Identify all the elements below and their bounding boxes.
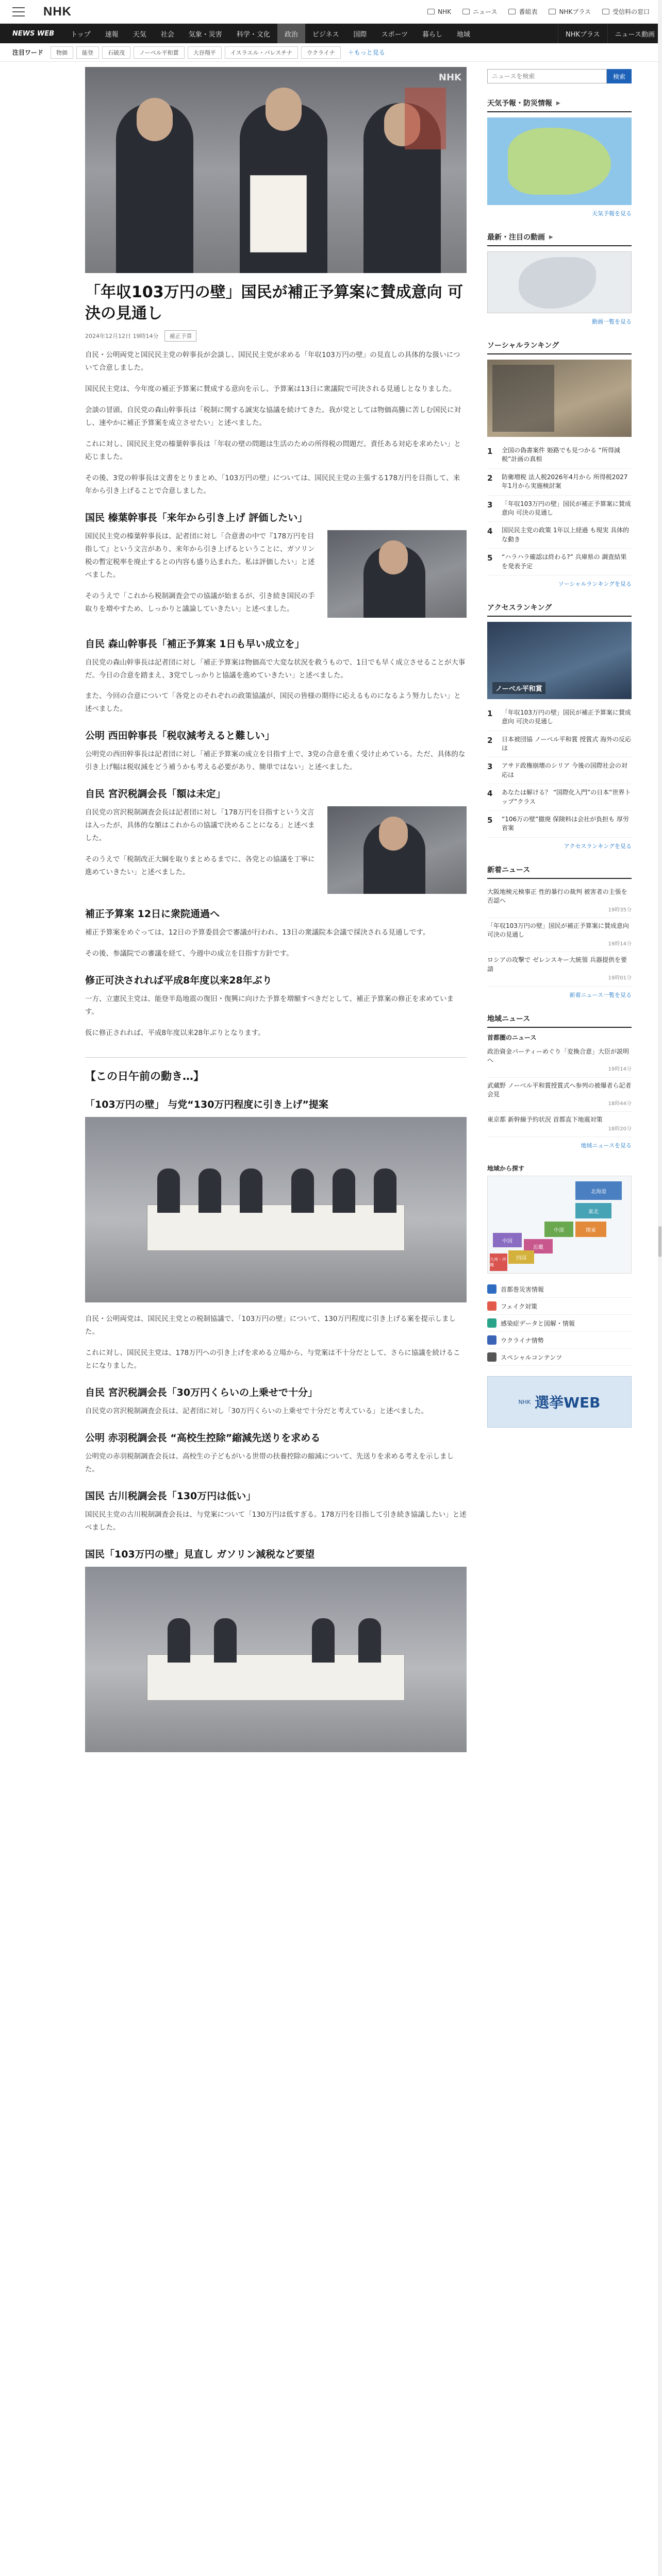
- feature-item[interactable]: [487, 1315, 632, 1332]
- news-text: 東京都 新幹線予約状況 首都直下地震対策: [487, 1116, 603, 1124]
- weather-link[interactable]: 天気予報を見る: [592, 210, 632, 217]
- rank-number: 2: [487, 735, 493, 745]
- region-shikoku[interactable]: 四国: [508, 1250, 534, 1264]
- nav-item-disaster[interactable]: 気象・災害: [188, 30, 222, 39]
- main-nav: [0, 24, 662, 43]
- keyword-item[interactable]: ノーベル平和賞: [134, 46, 185, 59]
- photo-document: [250, 175, 307, 252]
- nav-item-breaking[interactable]: 速報: [105, 30, 119, 39]
- regional-news-heading: [487, 1013, 632, 1028]
- video-link[interactable]: 動画一覧を見る: [592, 318, 632, 325]
- archive-section-heading: 公明 赤羽税調会長 “高校生控除”縮減先送りを求める: [85, 1432, 321, 1444]
- archive-section-heading: 自民 宮沢税調会長「30万円くらいの上乗せで十分」: [85, 1387, 318, 1399]
- rank-number: 5: [487, 553, 493, 563]
- nav-item-science[interactable]: 科学・文化: [236, 30, 270, 39]
- ranking-text: 全国の偽書案件 姫路でも見つかる “所得減税”計画の真相: [502, 447, 620, 463]
- keyword-item[interactable]: 能登: [76, 46, 99, 59]
- region-chugoku[interactable]: 中国: [493, 1233, 522, 1247]
- lead-paragraph: 国民民主党は、今年度の補正予算案に賛成する意向を示し、予算案は13日に衆議院で可決される見通しとなりました。: [85, 384, 456, 393]
- disaster-icon: [487, 1284, 496, 1294]
- rank-number: 4: [487, 789, 493, 799]
- ranking-item[interactable]: [487, 757, 632, 784]
- social-ranking-list: [487, 442, 632, 575]
- access-ranking-heading-text: アクセスランキング: [487, 603, 552, 612]
- top-link-fee[interactable]: 受信料の窓口: [602, 7, 650, 16]
- banner-big-text: 選挙WEB: [535, 1394, 601, 1412]
- photo-head: [379, 817, 408, 851]
- section-paragraph: 一方、立憲民主党は、能登半島地震の復旧・復興に向けた予算を増額すべきだとして、補正予算案の修正を求めています。: [85, 995, 454, 1016]
- news-icon: [462, 9, 470, 14]
- site-logo[interactable]: NHK: [43, 4, 72, 19]
- ranking-item[interactable]: [487, 731, 632, 758]
- news-item[interactable]: [487, 884, 632, 918]
- search-bar: [487, 69, 632, 83]
- fake-check-icon: [487, 1301, 496, 1311]
- nav-item-society[interactable]: 社会: [160, 30, 174, 39]
- section-heading: 自民 宮沢税調会長「額は未定」: [85, 788, 226, 800]
- news-time: 19時35分: [608, 907, 632, 913]
- social-ranking-heading: [487, 340, 632, 354]
- access-ranking-heading: [487, 602, 632, 617]
- section-photo: [327, 806, 467, 894]
- banner-small-text: NHK: [518, 1398, 531, 1405]
- keyword-item[interactable]: 大谷翔平: [188, 46, 222, 59]
- nav-item-life[interactable]: 暮らし: [422, 30, 442, 39]
- regional-subheading: 首都圏のニュース: [487, 1033, 537, 1041]
- map-land: [519, 257, 596, 309]
- news-item[interactable]: [487, 952, 632, 986]
- news-time: 18時44分: [608, 1100, 632, 1107]
- photo-person: [312, 1618, 335, 1663]
- page-scrollbar[interactable]: [658, 0, 662, 2576]
- photo-caption: ノーベル平和賞: [492, 682, 545, 694]
- news-text: 政治資金パーティーめぐり「変換合意」大臣が説明へ: [487, 1047, 630, 1064]
- lead-paragraph: 自民・公明両党と国民民主党の幹事長が会談し、国民民主党が求める「年収103万円の壁」の見直しの具体的な扱いについて合意しました。: [85, 351, 460, 372]
- search-button[interactable]: 検索: [607, 69, 632, 83]
- section-paragraph: その後、参議院での審議を経て、今週中の成立を目指す方針です。: [85, 950, 293, 958]
- page-body: [0, 62, 662, 1762]
- archive-section-heading: 「103万円の壁」 与党“130万円程度に引き上げ”提案: [85, 1099, 328, 1111]
- news-item[interactable]: [487, 1112, 632, 1137]
- nav-item-video[interactable]: ニュース動画: [607, 24, 662, 43]
- region-map-title: 地域から探す: [487, 1165, 525, 1173]
- archive-section-heading: 国民「103万円の壁」見直し ガソリン減税など要望: [85, 1548, 315, 1560]
- section-body: [85, 530, 467, 624]
- photo-person: [214, 1618, 237, 1663]
- sidebar: [487, 62, 632, 1762]
- rank-number: 1: [487, 447, 493, 456]
- section-heading: 国民 榛葉幹事長「来年から引き上げ 評価したい」: [85, 512, 308, 523]
- ranking-text: 国民民主党の政策 1年以上経過 も現実 具体的な動き: [502, 527, 630, 543]
- news-time: 19時01分: [608, 975, 632, 981]
- photo-table: [147, 1205, 405, 1251]
- divider: [85, 1057, 467, 1058]
- rank-number: 3: [487, 762, 493, 772]
- rank-number: 1: [487, 708, 493, 718]
- news-item[interactable]: [487, 918, 632, 952]
- feature-text: ウクライナ情勢: [501, 1336, 544, 1344]
- news-text: 大阪地検元検事正 性的暴行の裁判 被害者の主張を否認へ: [487, 888, 627, 905]
- rank-number: 3: [487, 500, 493, 510]
- photo-person: [291, 1168, 314, 1213]
- latest-news-heading: [487, 865, 632, 879]
- infection-icon: [487, 1318, 496, 1328]
- access-ranking-list: [487, 704, 632, 838]
- photo-head: [137, 98, 173, 141]
- ranking-text: “ハラハラ確認は終わる?” 兵庫県の 調査結果を発表予定: [502, 553, 627, 570]
- article-meta: [85, 330, 467, 342]
- archive-paragraph: 自民・公明両党は、国民民主党との税制協議で、「103万円の壁」について、130万円程度に引き上げる案を提示しました。: [85, 1315, 456, 1336]
- election-banner[interactable]: [487, 1376, 632, 1428]
- feature-item[interactable]: [487, 1298, 632, 1315]
- keyword-item[interactable]: ウクライナ: [301, 46, 341, 59]
- nav-item-top[interactable]: トップ: [71, 30, 91, 39]
- photo-person: [333, 1168, 355, 1213]
- program-icon: [508, 9, 516, 14]
- map-land: [508, 128, 611, 195]
- archive-paragraph: これに対し、国民民主党は、178万円への引き上げを求める立場から、与党案は不十分だとして、さらに協議を続けることになりました。: [85, 1349, 460, 1370]
- ranking-item[interactable]: [487, 549, 632, 575]
- feature-item[interactable]: [487, 1349, 632, 1366]
- lead-paragraph: その後、3党の幹事長は文書をとりまとめ、「103万円の壁」については、国民民主党の主張する178万円を目指して、来年から引き上げることで合意しました。: [85, 473, 460, 495]
- section-paragraph: 公明党の西田幹事長は記者団に対し「補正予算案の成立を目指す上で、3党の合意を重く受け止めている。ただ、具体的な引き上げ幅は税収減をどう補うかも考える必要があり、簡単ではない」と述べました。: [85, 750, 466, 772]
- section-heading: 自民 森山幹事長「補正予算案 1日も早い成立を」: [85, 638, 305, 650]
- article-column: [85, 62, 467, 1762]
- regional-news-heading-text: 地域ニュース: [487, 1014, 531, 1023]
- region-hokkaido[interactable]: 北海道: [575, 1181, 622, 1200]
- chevron-right-icon: ▶: [549, 234, 553, 240]
- special-icon: [487, 1352, 496, 1362]
- region-kanto[interactable]: 関東: [575, 1222, 606, 1237]
- section-photo: [327, 530, 467, 618]
- article-title: 「年収103万円の壁」国民が補正予算案に賛成意向 可決の見通し: [85, 283, 464, 323]
- menu-icon[interactable]: [12, 7, 25, 16]
- latest-news-link[interactable]: 新着ニュース一覧を見る: [569, 991, 632, 998]
- ranking-item[interactable]: [487, 496, 632, 522]
- section-paragraph: また、今回の合意について「各党とのそれぞれの政策協議が、国民の皆様の期待に応えるものになるよう努力したい」と述べました。: [85, 692, 461, 714]
- ranking-item[interactable]: [487, 811, 632, 838]
- photo-head: [379, 540, 408, 574]
- nav-item-politics[interactable]: 政治: [277, 24, 305, 43]
- section-paragraph: 自民党の宮沢税制調査会長は記者団に対し「178万円を目指すという文言は入ったが、具体的な額はこれからの協議で決めることになる」と述べました。: [85, 808, 315, 843]
- region-kinki[interactable]: 近畿: [524, 1239, 553, 1253]
- archive-paragraph: 自民党の宮沢税制調査会長は、記者団に対し「30万円くらいの上乗せで十分だと考えている」と述べました。: [85, 1407, 428, 1416]
- ranking-item[interactable]: [487, 522, 632, 549]
- section-paragraph: 国民民主党の榛葉幹事長は、記者団に対し「合意書の中で『178万円を目指して』という文言があり、来年から引き上げるということに、ガソリン税の暫定税率を廃止するとの内容も盛り込まれた。私は評価したい」と述べました。: [85, 532, 315, 579]
- keyword-item[interactable]: 石破茂: [102, 46, 130, 59]
- ranking-item[interactable]: [487, 442, 632, 469]
- section-paragraph: 仮に修正されれば、平成8年度以来28年ぶりとなります。: [85, 1029, 265, 1038]
- ranking-item[interactable]: [487, 704, 632, 731]
- video-heading: [487, 232, 632, 246]
- nhk-watermark: NHK: [438, 72, 461, 83]
- search-input[interactable]: [487, 69, 607, 83]
- weather-heading-text: 天気予報・防災情報: [487, 99, 552, 108]
- region-map: [487, 1176, 632, 1274]
- news-item[interactable]: [487, 1078, 632, 1112]
- latest-news-heading-text: 新着ニュース: [487, 866, 531, 874]
- news-item[interactable]: [487, 1044, 632, 1078]
- feature-text: フェイク対策: [501, 1302, 538, 1310]
- lead-paragraph: 会談の冒頭、自民党の森山幹事長は「税制に関する誠実な協議を続けてきた。我が党としては物価高騰に苦しむ国民に対し、速やかに補正予算案を成立させたい」と述べました。: [85, 405, 461, 427]
- video-thumbnail[interactable]: [487, 251, 632, 313]
- top-bar: [0, 0, 662, 24]
- lead-paragraph: これに対し、国民民主党の榛葉幹事長は「年収の壁の問題は生活のための所得税の問題だ。責任ある対応を求めたい」と応じました。: [85, 439, 461, 461]
- rank-number: 2: [487, 473, 493, 483]
- ranking-text: 防衛増税 法人税2026年4月から 所得税2027年1月から実施検討案: [502, 473, 628, 490]
- nav-item-international[interactable]: 国際: [353, 30, 367, 39]
- archive-section-heading: 国民 古川税調会長「130万円は低い」: [85, 1490, 256, 1502]
- ranking-text: 日本被団協 ノーベル平和賞 授賞式 海外の反応は: [502, 735, 632, 752]
- feature-item[interactable]: [487, 1332, 632, 1349]
- fee-icon: [602, 9, 609, 14]
- section-body: [85, 806, 467, 894]
- ranking-text: “106万の壁”撤廃 保険料は会社が負担も 厚労省案: [502, 816, 629, 832]
- archive-photo: [85, 1117, 467, 1302]
- ranking-text: あなたは解ける？ “国際化入門”の日本“世界トップ”クラス: [502, 789, 631, 805]
- top-link-plus[interactable]: NHKプラス: [549, 7, 591, 16]
- feature-list: [487, 1281, 632, 1366]
- region-tohoku[interactable]: 東北: [575, 1203, 611, 1218]
- hero-photo: [85, 67, 467, 273]
- photo-head: [266, 88, 302, 131]
- ranking-text: 「年収103万円の壁」国民が補正予算案に賛成意向 可決の見通し: [502, 500, 631, 516]
- photo-overlay: [492, 365, 554, 432]
- photo-person: [157, 1168, 180, 1213]
- access-ranking-photo[interactable]: [487, 622, 632, 699]
- news-text: 「年収103万円の壁」国民が補正予算案に賛成意向 可決の見通し: [487, 922, 629, 939]
- nav-item-business[interactable]: ビジネス: [312, 30, 339, 39]
- keyword-item[interactable]: 物価: [51, 46, 73, 59]
- photo-person: [168, 1618, 190, 1663]
- nav-right: [558, 24, 662, 43]
- top-link-news[interactable]: ニュース: [462, 7, 497, 16]
- weather-heading: [487, 98, 632, 112]
- ranking-text: 「年収103万円の壁」国民が補正予算案に賛成意向 可決の見通し: [502, 708, 631, 725]
- photo-flag: [405, 88, 446, 149]
- archive-photo: [85, 1567, 467, 1752]
- nav-brand[interactable]: NEWS WEB: [12, 29, 55, 38]
- news-time: 18時20分: [608, 1126, 632, 1132]
- keyword-label: 注目ワード: [12, 49, 44, 56]
- plus-icon: [549, 9, 556, 14]
- ranking-text: アサド政権崩壊のシリア 今後の国際社会の対応は: [502, 762, 627, 778]
- regional-news-link[interactable]: 地域ニュースを見る: [581, 1142, 632, 1149]
- news-text: ロシアの攻撃で ゼレンスキー大統領 兵器提供を要請: [487, 956, 627, 973]
- news-text: 武蔵野 ノーベル平和賞授賞式へ参列の被爆者ら記者会見: [487, 1081, 632, 1098]
- photo-person: [240, 1168, 262, 1213]
- access-ranking-link[interactable]: アクセスランキングを見る: [564, 842, 632, 850]
- section-paragraph: 補正予算案をめぐっては、12日の予算委員会で審議が行われ、13日の衆議院本会議で採決される見通しです。: [85, 928, 430, 937]
- photo-person: [358, 1618, 381, 1663]
- top-link-program[interactable]: 番組表: [508, 7, 537, 16]
- video-heading-text: 最新・注目の動画: [487, 233, 545, 242]
- ranking-item[interactable]: [487, 784, 632, 811]
- article-datetime: 2024年12月12日 19時14分: [85, 333, 159, 340]
- archive-paragraph: 国民民主党の古川税制調査会長は、与党案について「130万円は低すぎる。178万円を目指して引き続き協議したい」と述べました。: [85, 1510, 467, 1532]
- nav-item-region[interactable]: 地域: [456, 30, 470, 39]
- article-tag[interactable]: 補正予算: [164, 330, 196, 342]
- section-heading: 修正可決されれば平成8年度以来28年ぶり: [85, 975, 272, 987]
- photo-person: [198, 1168, 221, 1213]
- tv-icon: [427, 9, 435, 14]
- social-ranking-heading-text: ソーシャルランキング: [487, 342, 559, 350]
- feature-text: 感染症データと図解・情報: [501, 1319, 575, 1327]
- region-kyushu[interactable]: 九州・沖縄: [490, 1253, 507, 1271]
- ranking-item[interactable]: [487, 469, 632, 496]
- ukraine-icon: [487, 1335, 496, 1345]
- nav-item-sports[interactable]: スポーツ: [381, 30, 408, 39]
- rank-number: 5: [487, 816, 493, 825]
- weather-map[interactable]: [487, 117, 632, 205]
- keyword-item[interactable]: イスラエル・パレスチナ: [225, 46, 298, 59]
- top-link-nhk[interactable]: NHK: [427, 8, 451, 15]
- nav-item-nhkplus[interactable]: NHKプラス: [558, 24, 607, 43]
- section-paragraph: そのうえで「税制改正大綱を取りまとめるまでに、各党との協議を丁寧に進めていきたい」と述べました。: [85, 855, 315, 877]
- feature-text: 首都巻災害情報: [501, 1285, 544, 1293]
- news-time: 19時14分: [608, 941, 632, 947]
- feature-text: スペシャルコンテンツ: [501, 1353, 562, 1361]
- section-paragraph: 自民党の森山幹事長は記者団に対し「補正予算案は物価高で大変な状況を救うもので、1日でも早く成立させることが大事だ。今日の合意を踏まえ、3党でしっかりと協議を進めていきたい」と述べました。: [85, 658, 466, 680]
- rank-number: 4: [487, 527, 493, 536]
- keyword-more-link[interactable]: ＋もっと見る: [347, 49, 385, 56]
- archive-heading: 【この日午前の動き…】: [85, 1070, 204, 1083]
- feature-item[interactable]: [487, 1281, 632, 1298]
- chevron-right-icon: ▶: [556, 100, 560, 106]
- scrollbar-thumb[interactable]: [658, 1226, 661, 1257]
- nav-item-weather[interactable]: 天気: [133, 30, 146, 39]
- section-heading: 公明 西田幹事長「税収減考えると難しい」: [85, 730, 275, 742]
- region-chubu[interactable]: 中部: [544, 1222, 573, 1237]
- archive-paragraph: 公明党の赤羽税制調査会長は、高校生の子どもがいる世帯の扶養控除の縮減について、先送りを求める考えを示しました。: [85, 1452, 454, 1473]
- section-paragraph: そのうえで「これから税制調査会での協議が始まるが、引き続き国民の手取りを増やすため、しっかりと議論していきたい」と述べました。: [85, 591, 315, 613]
- section-heading: 補正予算案 12日に衆院通過へ: [85, 908, 220, 920]
- news-time: 19時14分: [608, 1066, 632, 1073]
- social-ranking-link[interactable]: ソーシャルランキングを見る: [558, 580, 632, 587]
- social-ranking-photo[interactable]: [487, 360, 632, 437]
- keyword-row: [0, 43, 662, 62]
- regional-news-list: [487, 1044, 632, 1137]
- photo-person: [374, 1168, 396, 1213]
- top-links: [427, 7, 650, 16]
- latest-news-list: [487, 884, 632, 987]
